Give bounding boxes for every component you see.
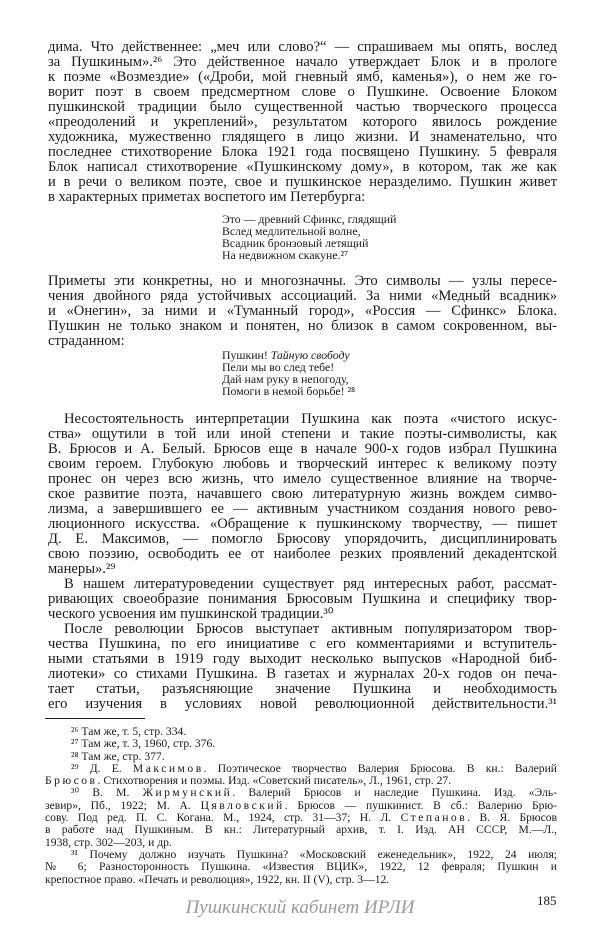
- paragraph-3-line: ными статьями в 1919 году выходит несколько выпусков «Народной биб-: [48, 651, 557, 667]
- paragraph-1-line: «преодолений и укреплений», результатом которого явилось рождение: [48, 114, 557, 130]
- paragraph-1-line: в характерных приметах воспетого им Петербурга:: [48, 189, 366, 205]
- paragraph-2-line: Приметы эти конкретны, но и многозначны. Это символы — узлы пересе-: [48, 273, 557, 289]
- text-segment: зевир», Пб., 1922; М. А.: [45, 798, 201, 812]
- text-segment: Тайную свободу: [270, 348, 350, 362]
- text-segment: . Поэтическое творчество Валерия Брюсова. В кн.: Валерий: [203, 761, 557, 775]
- watermark: Пушкинский кабинет ИРЛИ: [185, 897, 415, 918]
- paragraph-2-line: Пушкин не только знаком и понятен, но близок в самом сокровенном, вы-: [48, 318, 557, 334]
- poem-2: [222, 349, 355, 397]
- footnotes: [45, 726, 557, 886]
- poem-2-line: Пели мы во след тебе!: [222, 360, 335, 374]
- text-segment: . Стихотворения и поэмы. Изд. «Советский писатель», Л., 1961, стр. 27.: [97, 774, 452, 788]
- paragraph-3-line: После революции Брюсов выступает активным популяризатором твор-: [64, 621, 557, 637]
- page-number: 185: [537, 893, 557, 908]
- paragraph-3-line: ское развитие поэта, начавшего свою литературную жизнь вождем симво-: [48, 486, 557, 502]
- paragraph-3-line: своим героем. Глубокую любовь и творческий интерес к великому поэту: [48, 456, 557, 472]
- paragraph-3-line: свою поэзию, освободить ее от наиболее резких проявлений декадентской: [48, 546, 557, 562]
- paragraph-3-line: пронес он через всю жизнь, что имело существенное влияние на творче-: [48, 471, 557, 487]
- paragraph-3-line: ривающих своеобразие понимания Брюсовым Пушкина и специфику твор-: [48, 591, 557, 607]
- footnotes-line: ³¹ Почему должно изучать Пушкина? «Московский еженедельник», 1922, 24 июля;: [71, 847, 557, 861]
- paragraph-3-line: манеры».²⁹: [48, 561, 116, 577]
- paragraph-3-line: Д. Е. Максимов, — помогло Брюсову упорядочить, дисциплинировать: [48, 531, 557, 547]
- paragraph-3-line: тает статьи, разъясняющие значение Пушкина и необходимость: [48, 681, 557, 697]
- text-segment: Пушкин!: [222, 348, 271, 362]
- text-segment: ³⁰ В. М.: [71, 786, 143, 800]
- paragraph-1-line: художника, мужественно глядящего в лицо жизни. И знаменательно, что: [48, 129, 557, 145]
- paragraph-1: [48, 40, 557, 205]
- author-name: Максимов: [132, 761, 204, 775]
- text-segment: . Валерий Брюсов и наследие Пушкина. Изд. «Эль-: [232, 786, 557, 800]
- paragraph-3-line: чества Пушкина, по его инициативе с его комментариями и вступитель-: [48, 636, 557, 652]
- paragraph-1-line: Блок написал стихотворение «Пушкинскому дому», в котором, так же как: [48, 159, 557, 175]
- paragraph-3-line: его изучения в условиях новой революционной действительности.³¹: [48, 696, 557, 712]
- footnotes-line: 1938, стр. 302—203, и др.: [45, 835, 172, 849]
- paragraph-2-line: чения двойного ряда устойчивых ассоциаций. За ними «Медный всадник»: [48, 288, 557, 304]
- paragraph-3-line: лизма, а завершившего ее — активным участником создания нового рево-: [48, 501, 557, 517]
- paragraph-3-line: ческого усвоения им пушкинской традиции.³⁰: [48, 606, 334, 622]
- paragraph-3-line: Несостоятельность интерпретации Пушкина как поэта «чистого искус-: [64, 411, 557, 427]
- author-name: Цявловский: [200, 798, 285, 812]
- footnotes-line: крепостное право. «Печать и революция», 1922, кн. II (V), стр. 3—12.: [45, 872, 390, 886]
- poem-1-line: Всадник бронзовый летящий: [222, 236, 369, 250]
- paragraph-2-line: и «Онегин», за ними и «Туманный город», «Россия — Сфинкс» Блока.: [48, 303, 557, 319]
- footnote-divider: [45, 718, 145, 719]
- author-name: Степанов: [400, 811, 468, 825]
- paragraph-1-line: ворит поэт в своем предсмертном слове о Пушкине. Освоение Блоком: [48, 84, 557, 100]
- text-segment: . Брюсов — пушкинист. В сб.: Валерию Брю-: [284, 798, 557, 812]
- paragraph-3-line: В нашем литературоведении существует ряд интересных работ, рассмат-: [64, 576, 557, 592]
- paragraph-2: [48, 274, 557, 349]
- paragraph-3-line: люционного искусства. «Обращение к пушкинскому творчеству, — пишет: [48, 516, 557, 532]
- paragraph-3: [48, 412, 557, 712]
- paragraph-3-line: В. Брюсов и А. Белый. Брюсов еще в начале 900-х годов избрал Пушкина: [48, 441, 557, 457]
- author-name: Жирмунский: [142, 786, 233, 800]
- text-segment: сову. Под ред. П. С. Когана. М., 1924, стр. 31—37; Н. Л.: [45, 811, 401, 825]
- paragraph-3-line: лиотеки» со стихами Пушкина. В газетах и журналах 20-х годов он печа-: [48, 666, 557, 682]
- text-segment: . В. Я. Брюсов: [467, 811, 558, 825]
- footnotes-line: ²⁸ Там же, стр. 377.: [71, 749, 165, 763]
- poem-1: [222, 213, 396, 261]
- paragraph-1-line: дима. Что действеннее: „меч или слово?“ — спрашиваем мы опять, вослед: [48, 39, 557, 55]
- poem-1-line: Это — древний Сфинкс, глядящий: [222, 212, 397, 226]
- footnotes-line: в работе над Пушкиным. В кн.: Литературный архив, т. I. Изд. АН СССР, М.—Л.,: [45, 823, 557, 837]
- paragraph-3-line: ства» ощутили в той или иной степени и такие поэты-символисты, как: [48, 426, 557, 442]
- paragraph-2-line: страданном:: [48, 333, 125, 349]
- poem-1-line: На недвижном скакуне.²⁷: [222, 248, 349, 262]
- paragraph-1-line: пушкинской традиции было существенной частью творческого процесса: [48, 99, 557, 115]
- text-segment: ²⁹ Д. Е.: [71, 761, 133, 775]
- footnotes-line: № 6; Разносторонность Пушкина. «Известия ВЦИК», 1922, 12 февраля; Пушкин и: [45, 860, 557, 874]
- footnotes-line: ²⁶ Там же, т. 5, стр. 334.: [71, 725, 187, 738]
- paragraph-1-line: последнее стихотворение Блока 1921 года посвящено Пушкину. 5 февраля: [48, 144, 557, 160]
- footnotes-line: ²⁷ Там же, т. 3, 1960, стр. 376.: [71, 737, 216, 751]
- poem-1-line: Вслед медлительной волне,: [222, 224, 361, 238]
- paragraph-1-line: и в речи о великом поэте, свое и пушкинское неразделимо. Пушкин живет: [48, 174, 557, 190]
- paragraph-1-line: к поэме «Возмездие» («Дроби, мой гневный ямб, каменья»), о нем же го-: [48, 69, 557, 85]
- author-name: Брюсов: [45, 774, 98, 788]
- paragraph-1-line: за Пушкиным».²⁶ Это действенное начало утверждает Блок и в прологе: [48, 54, 557, 70]
- poem-2-line: Помоги в немой борьбе! ²⁸: [222, 384, 356, 398]
- poem-2-line: Дай нам руку в непогоду,: [222, 372, 349, 386]
